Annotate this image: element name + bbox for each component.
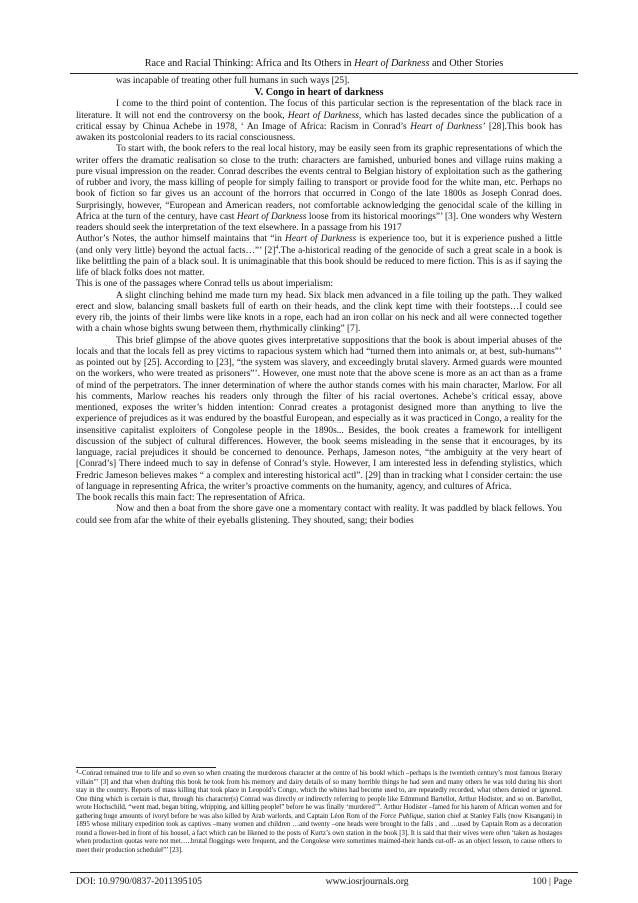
header-title-prefix: Race and Racial Thinking: Africa and Its Others in [144, 58, 355, 69]
footnote-rule [76, 767, 216, 768]
paragraph-5: This brief glimpse of the above quotes gives interpretative suppositions that the book is about imperial abuses of the locals and that the locals fell as prey victims to rapacious system which had “turned them into animals or, at best, sub-humans”’ as pointed out by [25]. According to [23], “the system was slavery, and exceedingly brutal slavery. Armed guards were mounted on the workers, who were treated as prisoners”’. However, one must note that the above scene is more as an act than as a frame of mind of the perpetrators. The inner determination of where the author stands comes with his main character, Marlow. For all his comments, Marlow reaches his readers only through the filter of his racial overtones. Achebe’s critical essay, above mentioned, exposes the writer’s hidden intention: Conrad creates a protagonist designed more than anything to live the experience of prejudices as it was endured by the boastful European, and especially as it was practiced in Congo, a reality for the insensitive capitalist exploiters of Congolese people in the 1890s... Besides, the book creates a framework for intelligent discussion of the subject of cultural differences. However, the book seems misleading in the sense that it encourages, by its language, racial prejudices it should be concerned to denounce. Perhaps, Jameson notes, “the ambiguity at the very heart of [Conrad’s] There indeed much to say in defense of Conrad’s style. However, I am interested less in defending stylistics, which Fredric Jameson believes makes “ a complex and interesting historical act‖”. [29] than in tracking what I consider certain: the use of language in representing Africa, the writer’s proactive comments on the humanity, agency, and cultures of Africa. [76, 335, 562, 492]
footnote-marker: 4 [76, 770, 79, 775]
paragraph-1: I come to the third point of contention. The focus of this particular section is the representation of the black race in literature. It will not end the controversy on the book, Heart of Darkness, which has lasted decades since the publication of a critical essay by Chinua Achebe in 1978, ‘ An Image of Africa: Racism in Conrad’s Heart of Darkness’ [28].This book has awaken its postcolonial readers to its racial consciousness. [76, 99, 563, 143]
running-header [70, 57, 578, 70]
paragraph-3: Author’s Notes, the author himself maintains that “in Heart of Darkness is experience too, but it is experience pushed a little (and only very little) beyond the actual facts…”’ [2]$^4$.The a-historical reading of the genocide of such a great scale in a book is like belittling the pain of a black soul. It is unimaginable that this book should be reduced to mere fiction. This is as if saying the life of black folks does not matter. [76, 234, 562, 278]
block-quote-1: A slight clinching behind me made turn my head. Six black men advanced in a file toiling up the path. They walked erect and slow, balancing small baskets full of earth on their heads, and the clink kept time with their footsteps…I could see every rib, the joints of their limbs were like knots in a rope, each had an iron collar on his neck and all were connected together with a chain whose bights swung between them, rhythmically clinking” [7]. [76, 290, 562, 335]
footer-doi[interactable]: DOI: 10.9790/0837-2011395105 [76, 876, 202, 887]
header-title-italic: Heart of Darkness [354, 58, 430, 69]
intro-line: was incapable of treating other full humans in such ways [25]. [116, 76, 350, 86]
paragraph-2: To start with, the book refers to the real local history, may be easily seen from its graphic representations of which the writer offers the dramatic realisation so close to the truth: characters are famished, unburied bones and village ruins making a pure visual impression on the reader. Conrad describes the events central to Belgian history of exploitation such as the gathering of rubber and ivory, the mass killing of people for simply failing to transport or provide food for the white man, etc. Perhaps no book of fiction so far gives us an account of the horrors that occurred in Congo of the late 1800s as Joseph Conrad does. Surprisingly, however, “European and American readers, not comfortable acknowledging the genocidal scale of the killing in Africa at the turn of the century, have cast Heart of Darkness loose from its historical moorings”’ [3]. One wonders why Western readers should seek the interpretation of the text elsewhere. In a passage from his 1917 [76, 144, 562, 233]
header-title-suffix: and Other Stories [429, 58, 504, 69]
footer-page-number: 100 | Page [532, 876, 572, 887]
header-rule [70, 73, 578, 74]
footnote: $^4$–Conrad remained true to life and so even so when creating the murderous character at the centre of his book‖ which –perhaps is the twentieth century’s most famous literary villain”’ [3] and that when drafting this book he took from his memory and dairy details of so many horrible things he had seen and many others he was told during his short stay in the country. Reports of mass killing that took place in Leopold’s Congo, which the whites had become used to, are repeatedly recorded, what others denied or ignored. One thing which is certain is that, through his character(s) Conrad was directly or indirectly referring to people like Edmmund Bartellot, Arthur Hodister, and so on. Bartellot, wrote Hochschild, “went mad, began biting, whipping, and killing people‖” before he was finally ‘murdered’”. Arthur Hodister –famed for his harem of African women and for gathering huge amounts of ivory‖ before he was also killed by Arab warlords, and Captain Léon Rom of the Force Publique, station chief at Stanley Falls (now Kisangani) in 1895 whose military expedition took as captives –many women and children …and twenty –one heads were brought to the falls , and …used by Captain Rom as a decoration round a flower-bed in front of his house‖, a fact which can be likened to the posts of Kurtz’s own station in the book [3]. It is said that their wives were often ‘taken as hostages when production quotas were not met…..brutal floggings were frequent, and the Congolese were sometimes maimed-their hands cut-off- as an object lesson, to cause others to meet their production schedule‖”’ [23]. [76, 770, 562, 854]
footer-rule [70, 872, 578, 873]
section-heading: V. Congo in heart of darkness [254, 87, 384, 99]
block-quote-2: Now and then a boat from the shore gave one a momentary contact with reality. It was paddled by black fellows. You could see from afar the white of their eyeballs glistening. They shouted, sang; their bodies [76, 504, 562, 526]
paragraph-6: The book recalls this main fact: The representation of Africa. [76, 493, 305, 503]
page-footer [76, 876, 572, 888]
body-text [76, 76, 562, 527]
footer-site[interactable]: www.iosrjournals.org [325, 876, 409, 887]
paragraph-4: This is one of the passages where Conrad tells us about imperialism: [76, 279, 333, 290]
footnote-reference[interactable]: 4 [275, 244, 279, 251]
